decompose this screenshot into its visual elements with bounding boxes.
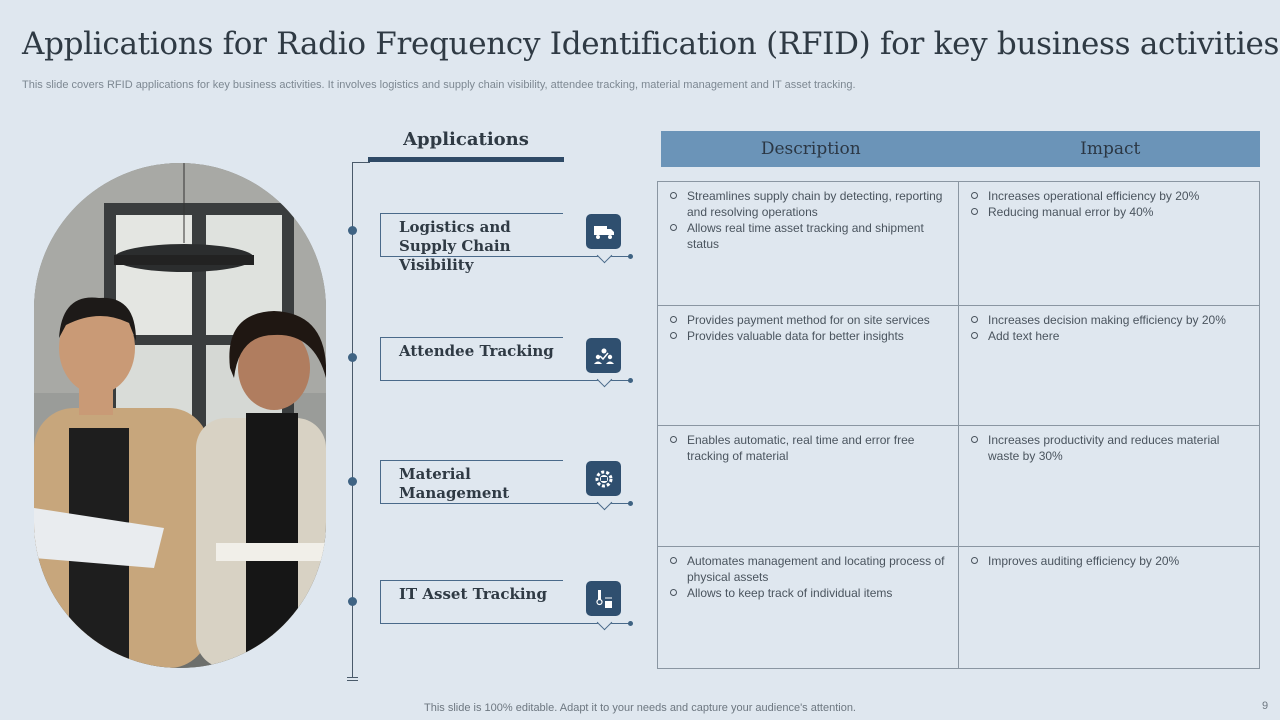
gear-icon (586, 461, 621, 496)
impact-cell (959, 547, 1259, 668)
applications-underline (368, 157, 564, 162)
connector-dot (628, 378, 633, 383)
description-cell (658, 426, 959, 546)
application-label: Material Management (399, 465, 510, 502)
list-item: Allows real time asset tracking and shipment status (668, 220, 948, 252)
list-item: Increases operational efficiency by 20% (969, 188, 1249, 204)
application-item-logistics (380, 213, 563, 274)
table-row (658, 426, 1259, 547)
list-item: Provides payment method for on site services (668, 312, 948, 328)
column-header-impact: Impact (1080, 139, 1141, 159)
list-item: Provides valuable data for better insights (668, 328, 948, 344)
description-cell (658, 182, 959, 305)
connector-line (562, 503, 630, 504)
connector-notch (597, 248, 613, 264)
connector-dot (628, 621, 633, 626)
table-row (658, 182, 1259, 306)
team-photo-illustration (34, 163, 326, 668)
connector-dot (628, 254, 633, 259)
timeline-dot (348, 597, 357, 606)
list-item: Improves auditing efficiency by 20% (969, 553, 1249, 569)
application-label: Logistics and Supply Chain Visibility (399, 218, 511, 274)
description-cell (658, 306, 959, 425)
truck-icon (586, 214, 621, 249)
column-header-description: Description (760, 139, 861, 159)
application-item-attendee (380, 337, 563, 381)
impact-cell (959, 182, 1259, 305)
list-item: Enables automatic, real time and error free tracking of material (668, 432, 948, 464)
slide-subtitle: This slide covers RFID applications for key business activities. It involves logistics and supply chain visibility, attendee tracking, material management and IT asset tracking. (22, 79, 856, 91)
timeline-dot (348, 226, 357, 235)
people-icon (586, 338, 621, 373)
asset-tag-icon (586, 581, 621, 616)
table-header (661, 131, 1260, 167)
timeline-end-mark (347, 680, 358, 681)
connector-line (562, 256, 630, 257)
applications-table (657, 181, 1260, 669)
footer-note (0, 702, 1280, 714)
connector-line (562, 380, 630, 381)
impact-cell (959, 306, 1259, 425)
table-row (658, 547, 1259, 668)
footer-text: This slide is 100% editable. Adapt it to your needs and capture your audience's attention. (424, 702, 856, 714)
application-label: IT Asset Tracking (399, 585, 547, 603)
application-item-it-asset (380, 580, 563, 624)
connector-dot (628, 501, 633, 506)
page-number: 9 (1262, 700, 1269, 712)
application-item-material (380, 460, 563, 504)
timeline-top-tick (352, 162, 370, 163)
timeline-end-mark (347, 677, 358, 678)
list-item: Add text here (969, 328, 1249, 344)
list-item: Streamlines supply chain by detecting, reporting and resolving operations (668, 188, 948, 220)
list-item: Reducing manual error by 40% (969, 204, 1249, 220)
timeline-dot (348, 353, 357, 362)
list-item: Increases productivity and reduces material waste by 30% (969, 432, 1249, 464)
connector-notch (597, 372, 613, 388)
list-item: Increases decision making efficiency by 20% (969, 312, 1249, 328)
team-photo (34, 163, 326, 668)
applications-heading: Applications (403, 129, 529, 150)
list-item: Automates management and locating process of physical assets (668, 553, 948, 585)
application-label: Attendee Tracking (399, 342, 554, 360)
description-cell (658, 547, 959, 668)
connector-notch (597, 495, 613, 511)
connector-line (562, 623, 630, 624)
table-row (658, 306, 1259, 426)
slide-title: Applications for Radio Frequency Identification (RFID) for key business activities (22, 26, 1280, 62)
timeline-dot (348, 477, 357, 486)
impact-cell (959, 426, 1259, 546)
list-item: Allows to keep track of individual items (668, 585, 948, 601)
connector-notch (597, 615, 613, 631)
